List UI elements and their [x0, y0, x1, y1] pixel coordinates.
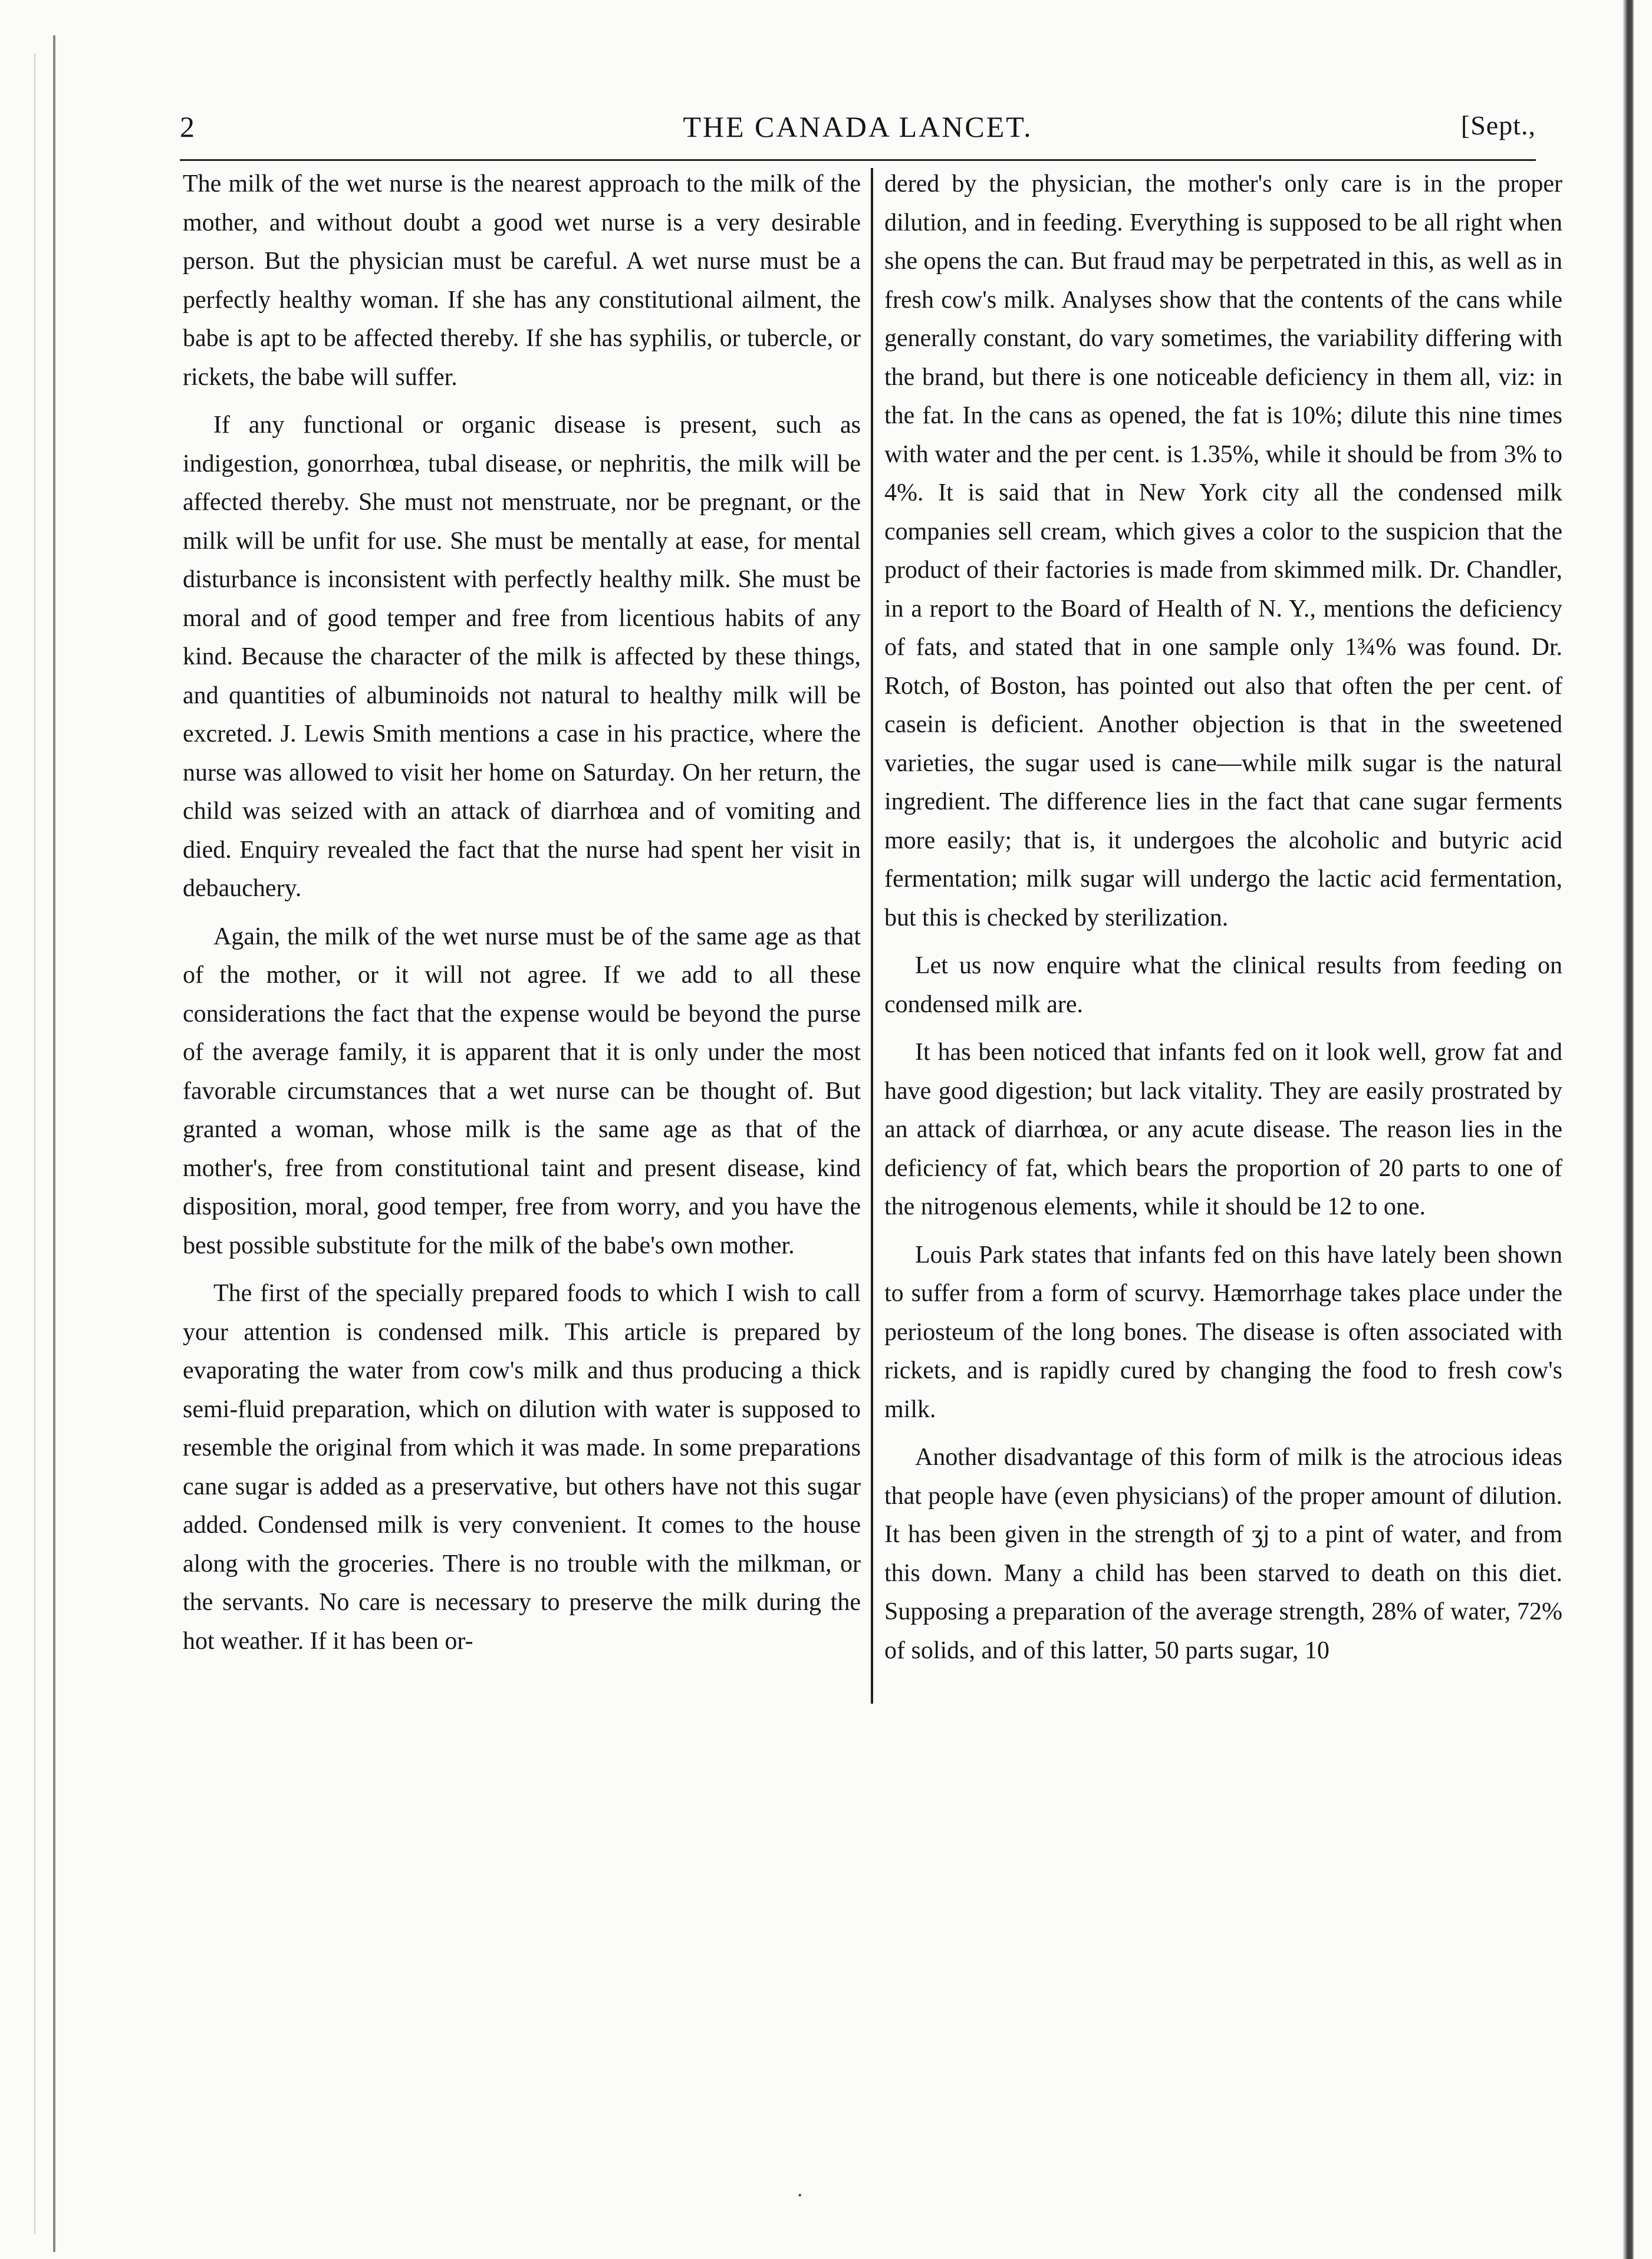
paragraph: The milk of the wet nurse is the nearest approach to the milk of the mother, and without doubt a good wet nurse is a very desirable person. But the physician must be careful. A wet nurse must be a perfectly healthy woman. If she has any constitutional ailment, the babe is apt to be affected thereby. If she has syphilis, or tubercle, or rickets, the babe will suffer.: [183, 170, 861, 391]
page-header: [180, 110, 1536, 151]
paragraph: It has been noticed that infants fed on it look well, grow fat and have good digestion; but lack vitality. They are easily prostrated by an attack of diarrhœa, or any acute disease. The reason lies in the deficiency of fat, which bears the proportion of 20 parts to one of the nitrogenous elements, while it should be 12 to one.: [884, 1039, 1562, 1220]
issue-date: [Sept.,: [1460, 110, 1536, 140]
journal-title: THE CANADA LANCET.: [683, 110, 1033, 143]
paragraph: The first of the specially prepared foods to which I wish to call your attention is condensed milk. This article is prepared by evaporating the water from cow's milk and thus producing a thick semi-fluid preparation, which on dilution with water is supposed to resemble the original from which it was made. In some preparations cane sugar is added as a preservative, but others have not this sugar added. Condensed milk is very convenient. It comes to the house along with the groceries. There is no trouble with the milkman, or the servants. No care is necessary to preserve the milk during the hot weather. If it has been or-: [183, 1280, 861, 1655]
page-binding-edge: [1623, 0, 1634, 2259]
scan-speck: ·: [796, 2182, 804, 2208]
column-divider: [871, 168, 873, 1704]
left-column: [183, 165, 861, 1661]
paragraph: dered by the physician, the mother's only care is in the proper dilution, and in feeding. Everything is supposed to be all right when she opens the can. But fraud may be perpetrated in this, as well as in fresh cow's milk. Analyses show that the contents of the cans while generally constant, do vary sometimes, the variability differing with the brand, but there is one noticeable deficiency in them all, viz: in the fat. In the cans as opened, the fat is 10%; dilute this nine times with water and the per cent. is 1.35%, while it should be from 3% to 4%. It is said that in New York city all the condensed milk companies sell cream, which gives a color to the suspicion that the product of their factories is made from skimmed milk. Dr. Chandler, in a report to the Board of Health of N. Y., mentions the deficiency of fats, and stated that in one sample only 1¾% was found. Dr. Rotch, of Boston, has pointed out also that often the per cent. of casein is deficient. Another objection is that in the sweetened varieties, the sugar used is cane—while milk sugar is the natural ingredient. The difference lies in the fact that cane sugar ferments more easily; that is, it undergoes the alcoholic and butyric acid fermentation; milk sugar will undergo the lactic acid fermentation, but this is checked by sterilization.: [884, 170, 1562, 931]
paragraph: If any functional or organic disease is present, such as indigestion, gonorrhœa, tubal disease, or nephritis, the milk will be affected thereby. She must not menstruate, nor be pregnant, or the milk will be unfit for use. She must be mentally at ease, for mental disturbance is inconsistent with perfectly healthy milk. She must be moral and of good temper and free from licentious habits of any kind. Because the character of the milk is affected by these things, and quantities of albuminoids not natural to healthy milk will be excreted. J. Lewis Smith mentions a case in his practice, where the nurse was allowed to visit her home on Saturday. On her return, the child was seized with an attack of diarrhœa and of vomiting and died. Enquiry revealed the fact that the nurse had spent her visit in debauchery.: [183, 411, 861, 902]
page-number: 2: [180, 110, 195, 143]
scan-edge-shadow: [34, 53, 35, 2234]
paragraph: Louis Park states that infants fed on this have lately been shown to suffer from a form of scurvy. Hæmorrhage takes place under the periosteum of the long bones. The disease is often associated with rickets, and is rapidly cured by changing the food to fresh cow's milk.: [884, 1241, 1562, 1423]
header-rule: [180, 159, 1536, 161]
paragraph: Again, the milk of the wet nurse must be of the same age as that of the mother, or it will not agree. If we add to all these considerations the fact that the expense would be beyond the purse of the average family, it is apparent that it is only under the most favorable circumstances that a wet nurse can be thought of. But granted a woman, whose milk is the same age as that of the mother's, free from constitutional taint and present disease, kind disposition, moral, good temper, free from worry, and you have the best possible substitute for the milk of the babe's own mother.: [183, 923, 861, 1259]
scan-margin-line: [53, 35, 55, 2252]
paragraph: Let us now enquire what the clinical results from feeding on condensed milk are.: [884, 952, 1562, 1018]
paragraph: Another disadvantage of this form of milk is the atrocious ideas that people have (even physicians) of the proper amount of dilution. It has been given in the strength of ʒj to a pint of water, and from this down. Many a child has been starved to death on this diet. Supposing a preparation of the average strength, 28% of water, 72% of solids, and of this latter, 50 parts sugar, 10: [884, 1444, 1562, 1664]
right-column: [884, 165, 1562, 1670]
